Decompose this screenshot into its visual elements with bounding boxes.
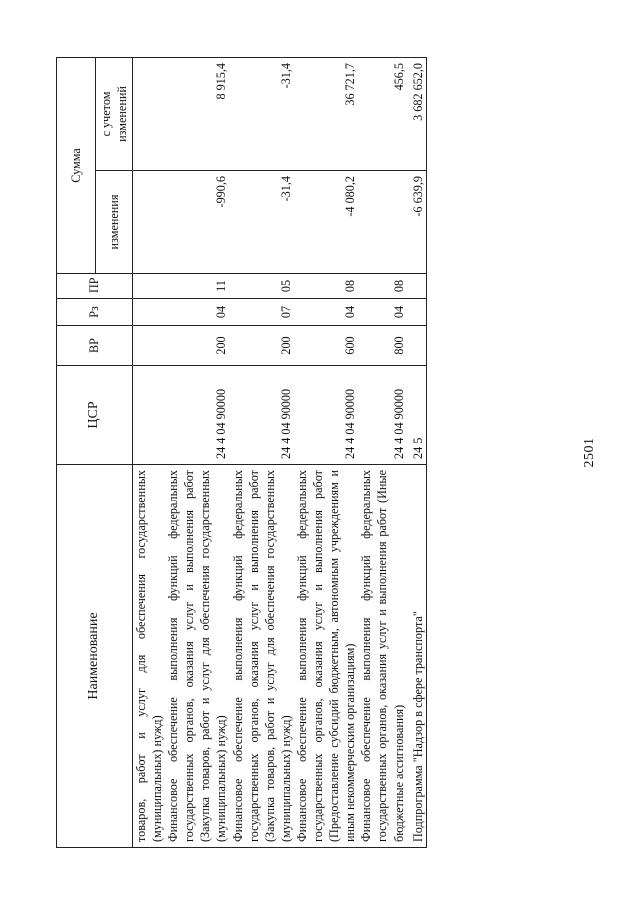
header-rz: Рз [57,299,133,326]
row-pr [407,274,427,299]
row-change: -6 639,9 [407,171,427,274]
header-sum: Сумма [57,57,96,273]
row-name: Финансовое обеспечение выполнения функций федеральных государственных органов, оказания услуг и выполнения работ (Закупка товаров, работ и услуг для обеспечения государственных (муниципальных) нужд) [230,465,294,848]
row-rz: 04 [358,299,406,326]
row-total: 456,5 [358,57,406,170]
table-row [165,57,229,847]
row-rz: 07 [230,299,294,326]
row-change: -990,6 [165,171,229,274]
row-total: -31,4 [230,57,294,170]
row-name: Финансовое обеспечение выполнения функций федеральных государственных органов, оказания услуг и выполнения работ (Предоставление субсидий бюджетным, автономным учреждениям и иным некоммерческим организациям) [294,465,358,848]
row-name: товаров, работ и услуг для обеспечения государственных (муниципальных) нужд) [133,465,166,848]
row-change: -31,4 [230,171,294,274]
row-vr: 600 [294,326,358,366]
row-pr: 08 [358,274,406,299]
row-name: Финансовое обеспечение выполнения функций федеральных государственных органов, оказания услуг и выполнения работ (Закупка товаров, работ и услуг для обеспечения государственных (муниципальных) нужд) [165,465,229,848]
header-csr: ЦСР [57,366,133,465]
row-name: Подпрограмма "Надзор в сфере транспорта" [407,465,427,848]
table-row [294,57,358,847]
header-vr: ВР [57,326,133,366]
row-rz [133,299,166,326]
table-row [407,57,427,847]
page-number: 2501 [582,437,597,468]
table-row [358,57,406,847]
row-change [358,171,406,274]
row-change: -4 080,2 [294,171,358,274]
row-csr: 24 5 [407,366,427,465]
row-change [133,171,166,274]
budget-table [56,57,427,848]
row-vr: 200 [165,326,229,366]
row-vr [133,326,166,366]
row-csr: 24 4 04 90000 [230,366,294,465]
row-total: 36 721,7 [294,57,358,170]
header-changes: изменения [96,171,133,274]
table-row [133,57,166,847]
row-total: 3 682 652,0 [407,57,427,170]
row-csr: 24 4 04 90000 [294,366,358,465]
row-pr: 05 [230,274,294,299]
header-pr: ПР [57,274,133,299]
row-csr [133,366,166,465]
row-csr: 24 4 04 90000 [358,366,406,465]
row-total [133,57,166,170]
row-total: 8 915,4 [165,57,229,170]
row-vr: 800 [358,326,406,366]
row-vr: 200 [230,326,294,366]
row-csr: 24 4 04 90000 [165,366,229,465]
header-with-changes: с учетом изменений [96,57,133,170]
header-name: Наименование [57,465,133,848]
row-rz: 04 [165,299,229,326]
table-row [230,57,294,847]
row-pr: 08 [294,274,358,299]
row-name: Финансовое обеспечение выполнения функций федеральных государственных органов, оказания услуг и выполнения работ (Иные бюджетные ассигнования) [358,465,406,848]
table-header [57,57,133,847]
row-vr [407,326,427,366]
row-pr: 11 [165,274,229,299]
row-rz [407,299,427,326]
row-rz: 04 [294,299,358,326]
row-pr [133,274,166,299]
